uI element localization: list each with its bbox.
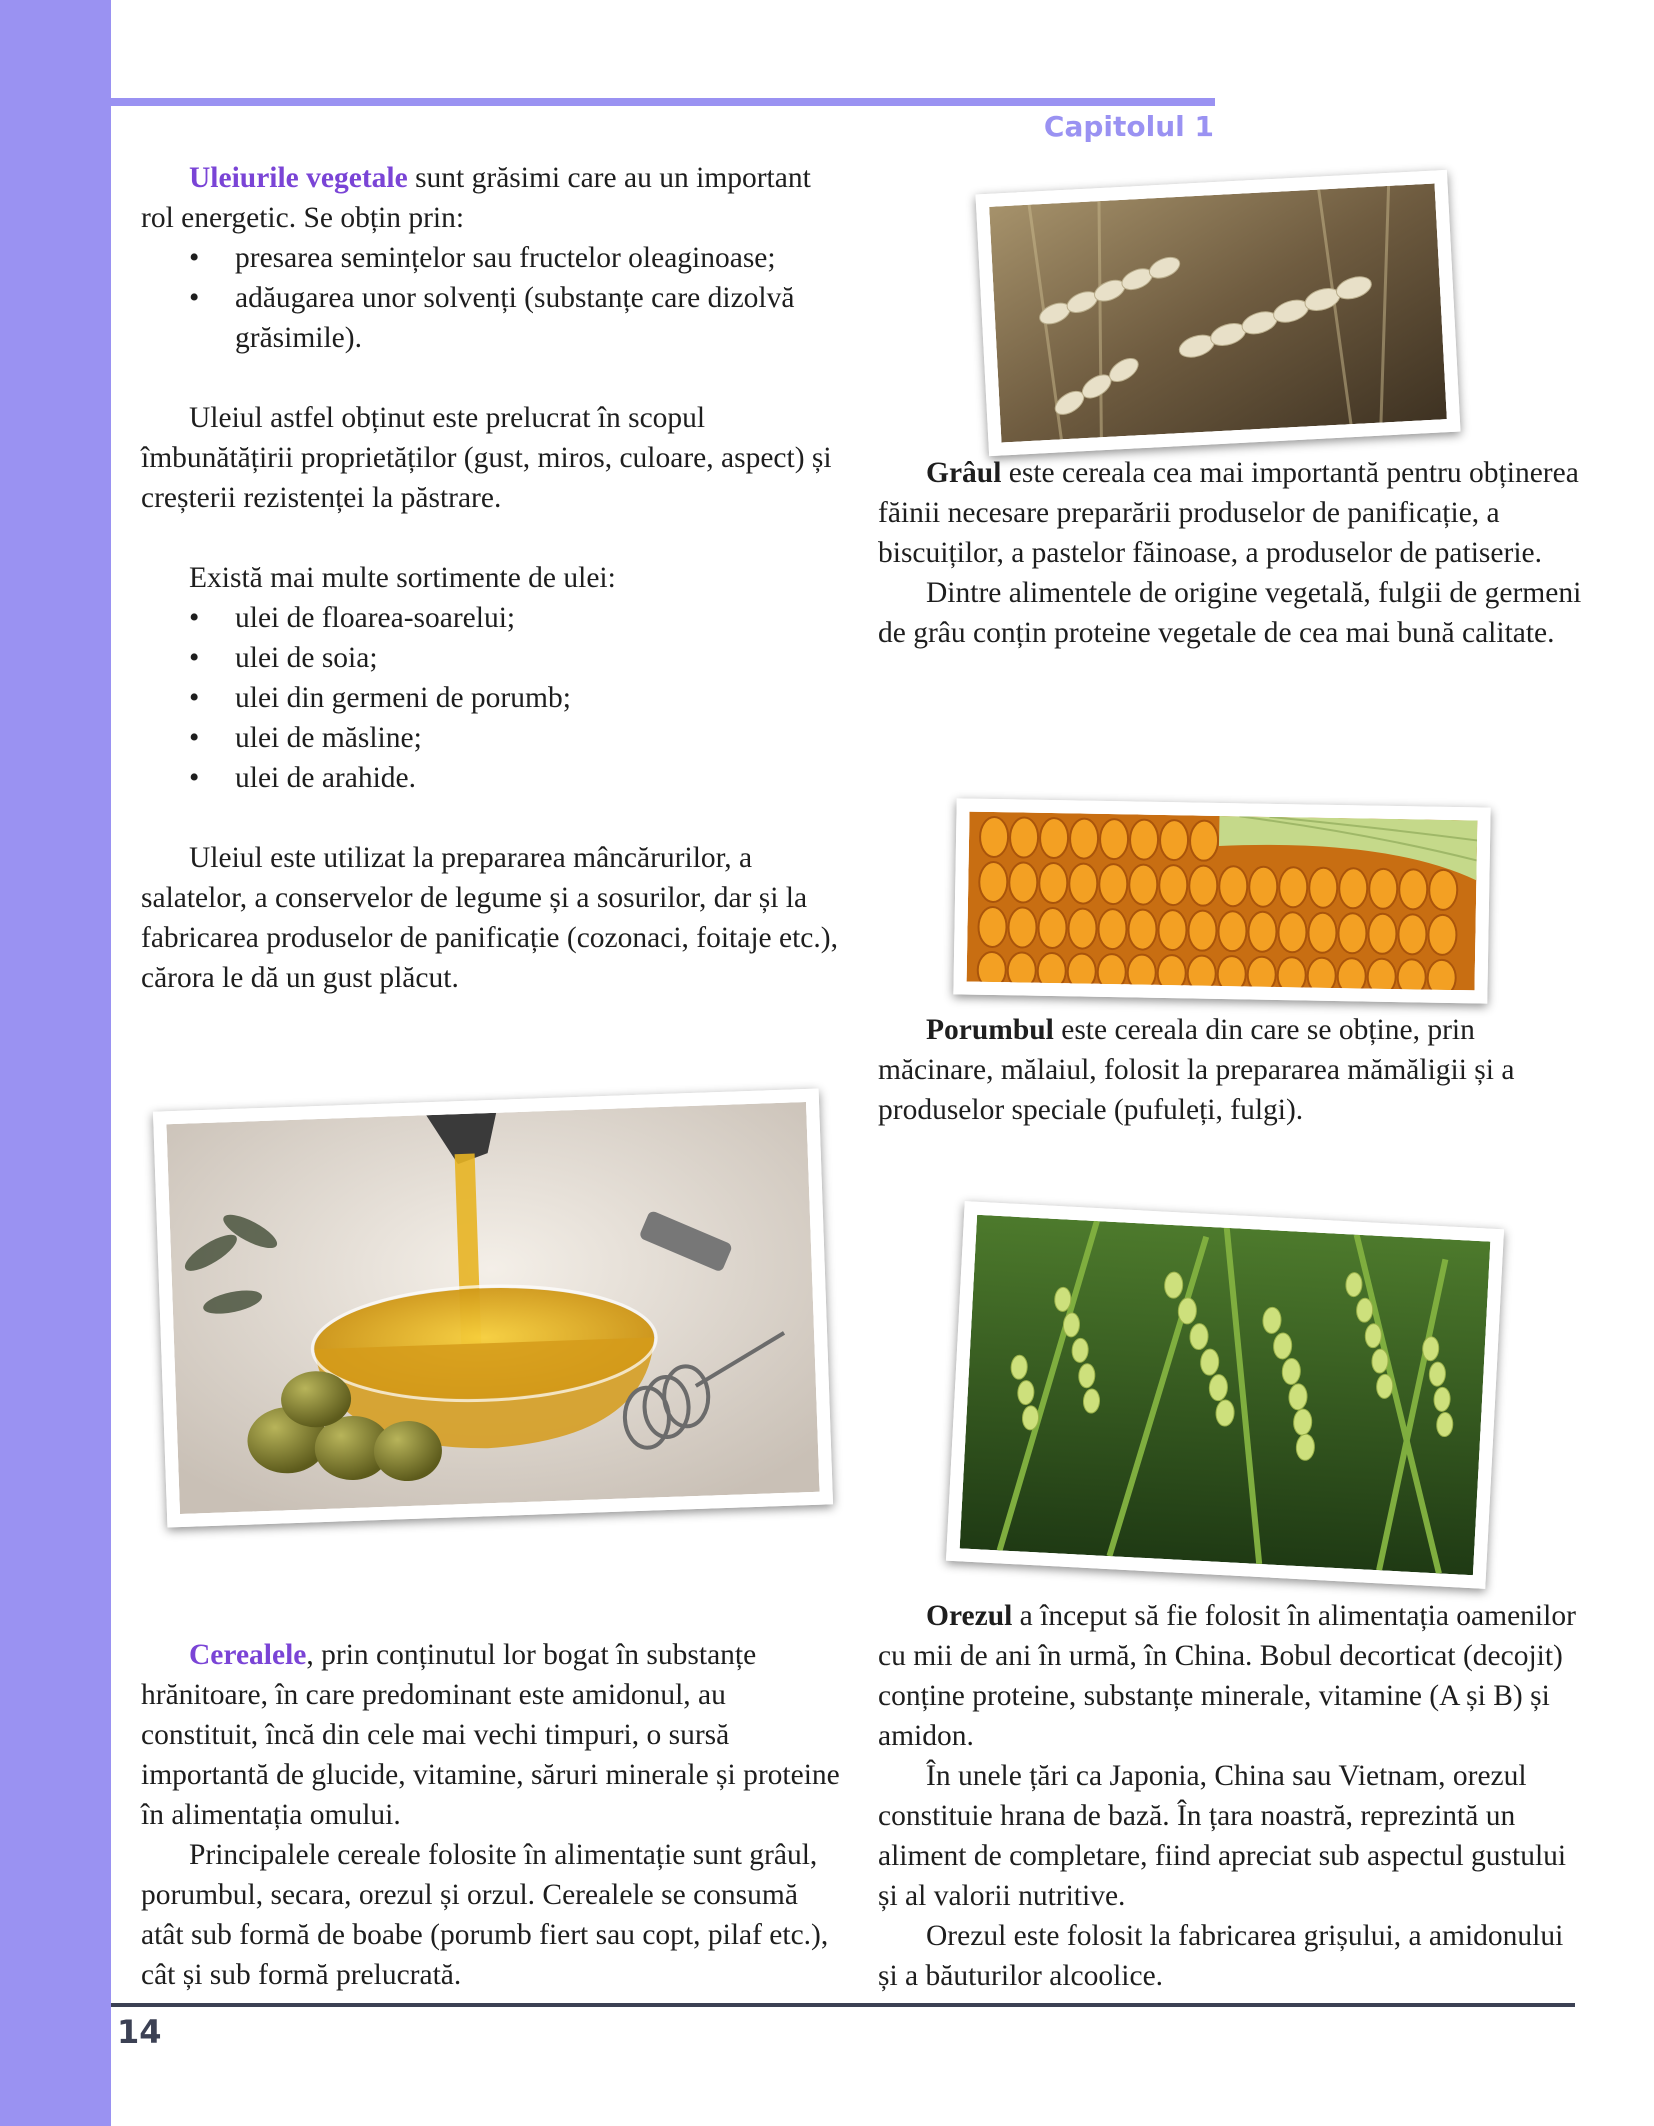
list-item [141,598,841,638]
wheat-illustration [989,183,1447,442]
list-item-text: ulei de arahide. [235,762,417,794]
wheat-paragraph [878,453,1583,573]
rice-photo [946,1201,1504,1589]
cereals-intro-text: , prin conținutul lor bogat în substanțe hrănitoare, în care predominant este amidonul, au constituit, încă din cele mai vechi timpuri, o sursă importantă de glucide, vitamine, săruri minerale și proteine în alimentația omului. [141,1639,840,1831]
chapter-heading: Capitolul 1 [1043,110,1214,143]
oils-types-list [141,598,841,798]
wheat-section [878,453,1583,653]
bullet: • [189,602,200,634]
footer-rule [111,2003,1575,2007]
rice-staple-paragraph: În unele țări ca Japonia, China sau Vietnam, orezul constituie hrana de bază. În țara noastră, reprezintă un aliment de completare, fiind apreciat sub aspectul gustului și al valorii nutritive. [878,1760,1567,1912]
rice-section [878,1596,1583,1996]
cereals-term: Cerealele [189,1639,307,1671]
list-item-text: ulei de soia; [235,642,378,674]
header-rule [111,98,1215,106]
bullet: • [189,642,200,674]
bullet: • [189,762,200,794]
olive-oil-illustration [166,1102,819,1514]
oils-processing-paragraph: Uleiul astfel obținut este prelucrat în scopul îmbunătățirii proprietăților (gust, miros, culoare, aspect) și creșterii rezistenței la păstrare. [141,402,832,514]
oils-term: Uleiurile vegetale [189,162,408,194]
corn-text: este cereala din care se obține, prin măcinare, mălaiul, folosit la prepararea mămăligii și a produselor speciale (pufuleți, fulgi). [878,1014,1515,1126]
list-item-text: ulei de floarea-soarelui; [235,602,516,634]
corn-illustration [967,812,1478,991]
oils-methods-list [141,238,841,358]
oils-types-intro: Există mai multe sortimente de ulei: [189,562,616,594]
list-item [141,718,841,758]
page-number: 14 [117,2013,162,2051]
list-item-text: adăugarea unor solvenți (substanțe care dizolvă grăsimile). [235,282,795,354]
wheat-term: Grâul [926,457,1002,489]
list-item-text: presarea semințelor sau fructelor oleaginoase; [235,242,776,274]
rice-term: Orezul [926,1600,1013,1632]
list-item-text: ulei din germeni de porumb; [235,682,571,714]
wheat-text: este cereala cea mai importantă pentru obținerea făinii necesare preparării produselor de panificație, a biscuiților, a pastelor făinoase, a produselor de patiserie. [878,457,1579,569]
wheat-germ-paragraph: Dintre alimentele de origine vegetală, fulgii de germeni de grâu conțin proteine vegetale de cea mai bună calitate. [878,577,1582,649]
rice-illustration [960,1215,1491,1575]
list-item [141,638,841,678]
oils-usage-paragraph: Uleiul este utilizat la prepararea mâncărurilor, a salatelor, a conservelor de legume și a sosurilor, dar și la fabricarea produselor de panificație (cozonaci, foitaje etc.), cărora le dă un gust plăcut. [141,842,838,994]
list-item [141,758,841,798]
page-sidebar-band [0,0,111,2126]
oils-intro [141,158,841,238]
corn-paragraph [878,1010,1583,1130]
corn-term: Porumbul [926,1014,1054,1046]
oils-section [141,158,841,998]
cereals-main-paragraph: Principalele cereale folosite în alimentație sunt grâul, porumbul, secara, orezul și orzul. Cerealele se consumă atât sub formă de boabe (porumb fiert sau copt, pilaf etc.), cât și sub formă prelucrată. [141,1839,829,1991]
olive-oil-photo [153,1089,833,1528]
list-item [141,678,841,718]
cereals-section [141,1635,841,1995]
wheat-photo [975,170,1460,456]
bullet: • [189,242,200,274]
rice-usage-paragraph: Orezul este folosit la fabricarea grișului, a amidonului și a băuturilor alcoolice. [878,1920,1564,1992]
rice-text: a început să fie folosit în alimentația oamenilor cu mii de ani în urmă, în China. Bobul decorticat (decojit) conține proteine, substanțe minerale, vitamine (A și B) și amidon. [878,1600,1576,1752]
oils-intro-text: sunt grăsimi care au un important rol energetic. Se obțin prin: [141,162,811,234]
bullet: • [189,282,200,314]
list-item [141,278,841,358]
bullet: • [189,722,200,754]
list-item [141,238,841,278]
corn-section [878,1010,1583,1130]
cereals-intro [141,1635,841,1835]
corn-photo [953,798,1490,1003]
list-item-text: ulei de măsline; [235,722,422,754]
bullet: • [189,682,200,714]
rice-paragraph [878,1596,1583,1756]
